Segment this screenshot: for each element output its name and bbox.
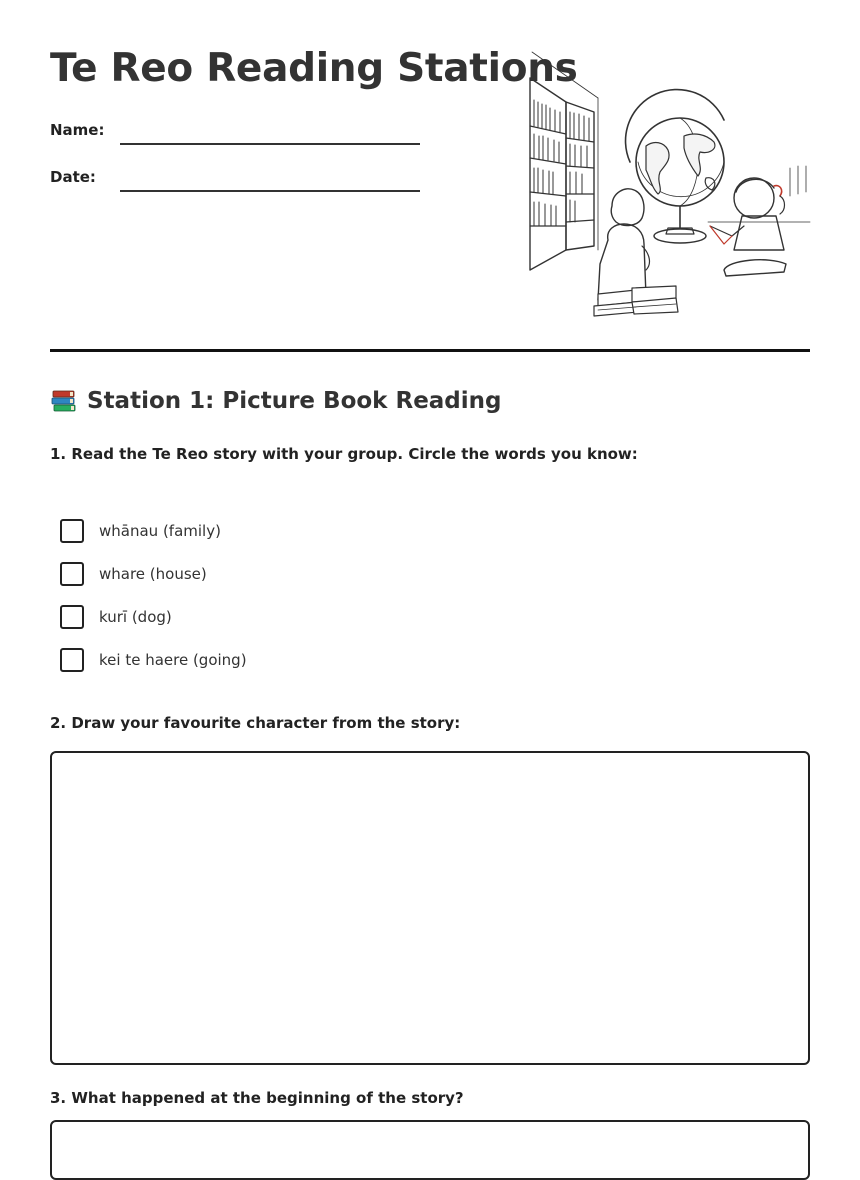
word-label: kurī (dog) — [99, 607, 172, 626]
date-label: Date: — [50, 168, 96, 186]
drawing-box[interactable] — [50, 751, 810, 1065]
word-checkbox[interactable] — [60, 562, 84, 586]
date-line[interactable] — [120, 190, 420, 192]
word-item[interactable] — [60, 509, 247, 552]
word-checkbox[interactable] — [60, 519, 84, 543]
name-field[interactable] — [50, 121, 420, 151]
question-3: 3. What happened at the beginning of the story? — [50, 1089, 464, 1107]
station-title: Station 1: Picture Book Reading — [87, 388, 502, 414]
word-checkbox[interactable] — [60, 605, 84, 629]
name-label: Name: — [50, 121, 105, 139]
name-line[interactable] — [120, 143, 420, 145]
question-1: 1. Read the Te Reo story with your group. Circle the words you know: — [50, 445, 638, 463]
question-2: 2. Draw your favourite character from the story: — [50, 714, 461, 732]
header-divider — [50, 349, 810, 352]
books-icon — [50, 387, 78, 415]
answer-box-3[interactable] — [50, 1120, 810, 1180]
page-title: Te Reo Reading Stations — [50, 46, 578, 91]
word-checklist — [60, 509, 247, 681]
word-checkbox[interactable] — [60, 648, 84, 672]
word-item[interactable] — [60, 595, 247, 638]
word-label: kei te haere (going) — [99, 650, 247, 669]
library-illustration — [528, 50, 812, 320]
word-label: whare (house) — [99, 564, 207, 583]
date-field[interactable] — [50, 168, 420, 198]
word-item[interactable] — [60, 638, 247, 681]
word-item[interactable] — [60, 552, 247, 595]
station-heading — [50, 387, 502, 415]
word-label: whānau (family) — [99, 521, 221, 540]
